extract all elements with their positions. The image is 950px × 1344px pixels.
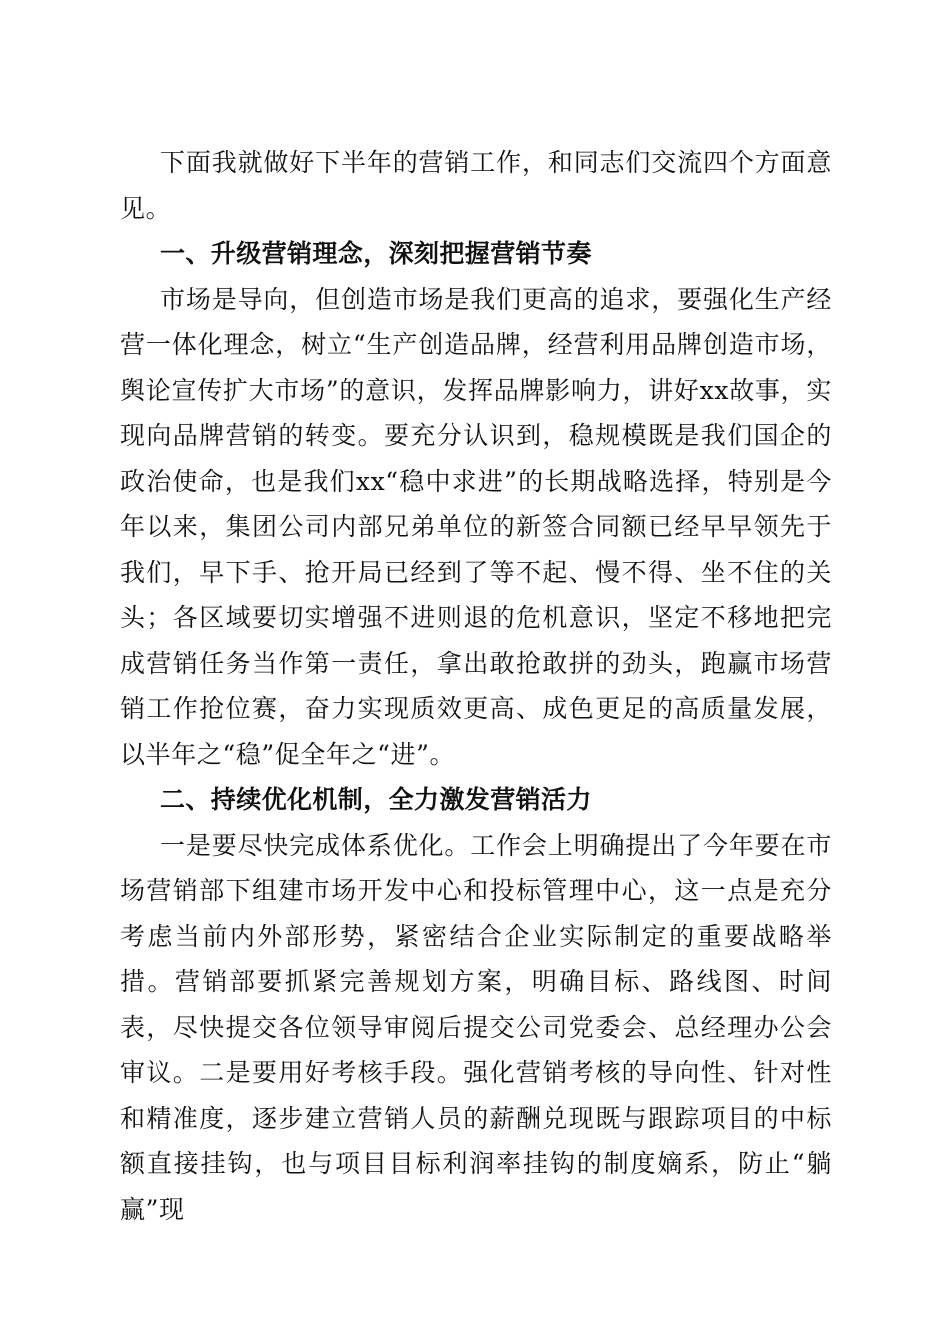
intro-paragraph: 下面我就做好下半年的营销工作，和同志们交流四个方面意见。	[120, 148, 832, 223]
section-2-heading: 二、持续优化机制，全力激发营销活力	[160, 785, 592, 814]
section-1-body: 市场是导向，但创造市场是我们更高的追求，要强化生产经营一体化理念，树立“生产创造品牌，经营利用品牌创造市场，舆论宣传扩大市场”的意识，发挥品牌影响力，讲好xx故事，实现向品牌营销的转变。要充分认识到，稳规模既是我们国企的政治使命，也是我们xx“稳中求进”的长期战略选择，特别是今年以来，集团公司内部兄弟单位的新签合同额已经早早领先于我们，早下手、抢开局已经到了等不起、慢不得、坐不住的关头；各区域要切实增强不进则退的危机意识，坚定不移地把完成营销任务当作第一责任，拿出敢抢敢拼的劲头，跑赢市场营销工作抢位赛，奋力实现质效更高、成色更足的高质量发展，以半年之“稳”促全年之“进”。	[120, 284, 832, 769]
section-1-heading: 一、升级营销理念，深刻把握营销节奏	[160, 239, 592, 268]
document-page	[120, 140, 832, 1232]
section-2-body: 一是要尽快完成体系优化。工作会上明确提出了今年要在市场营销部下组建市场开发中心和投标管理中心，这一点是充分考虑当前内外部形势，紧密结合企业实际制定的重要战略举措。营销部要抓紧完善规划方案，明确目标、路线图、时间表，尽快提交各位领导审阅后提交公司党委会、总经理办公会审议。二是要用好考核手段。强化营销考核的导向性、针对性和精准度，逐步建立营销人员的薪酬兑现既与跟踪项目的中标额直接挂钩，也与项目目标利润率挂钩的制度嫡系，防止“躺赢”现	[120, 830, 832, 1224]
